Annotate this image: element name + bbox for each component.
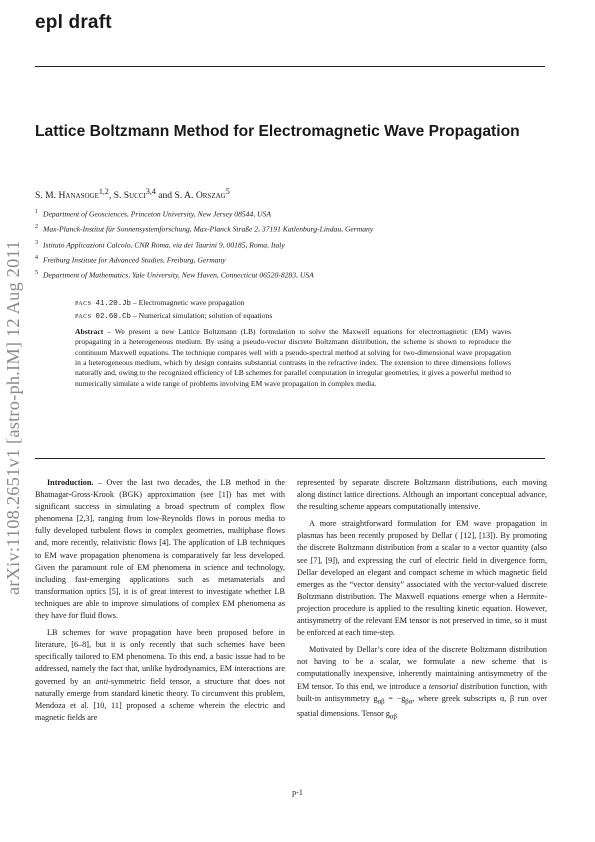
paragraph: Motivated by Dellar’s core idea of the discrete Boltzmann distribution not having to be a scalar, we formulate a new scheme that is computationally inexpensive, inherently maintaining antisymmetry of the EM tensor. To this end, we introduce a tensorial distribution function, with built-in antisymmetry $g_{\alpha\beta} = -g_{\beta\alpha}$, where greek subscripts α, β run over spatial dimensions. Tensor $g_{\alpha\beta}$ xyxy=(297,645,547,721)
page-number: p-1 xyxy=(292,788,303,797)
pacs-entry: PACS 02.60.Cb – Numerical simulation; solution of equations xyxy=(75,311,273,321)
paragraph: represented by separate discrete Boltzmann distributions, each moving along distinct lattice directions. Although an important conceptual advance, the resulting scheme appears computationally intensive. xyxy=(297,478,547,512)
paragraph: Introduction. – Over the last two decades, the LB method in the Bhatnagar-Gross-Krook (BGK) approximation (see [1]) has met with significant success in simulating a broad spectrum of complex flow phenomena [2,3], ranging from low-Reynolds flows in porous media to fully developed turbulent flows in complex geometries, multiphase flows and, more recently, relativistic flows [4]. The application of LB techniques to EM wave propagation phenomena is comparatively far less developed. Given the paramount role of EM phenomena in science and technology, including fast-emerging applications such as metamaterials and transformation optics [5], it is of great interest to investigate whether LB techniques are able to improve simulations of complex EM phenomena as they have for fluid flows. xyxy=(35,478,286,621)
affiliation-list xyxy=(35,206,555,283)
affiliation: $^1$ Department of Geosciences, Princeton University, New Jersey 08544, USA xyxy=(35,209,271,219)
section-heading: Introduction. xyxy=(47,478,94,487)
abstract: Abstract – We present a new Lattice Boltzmann (LB) formulation to solve the Maxwell equations for electromagnetic (EM) waves propagating in a heterogeneous medium. By using a pseudo-vector discrete Boltzmann distribution, the scheme is shown to reproduce the continuum Maxwell equations. The technique compares well with a pseudo-spectral method at solving for two-dimensional wave propagation in a heterogeneous medium, which by design contains substantial contrasts in the refractive index. The extension to three dimensions follows naturally and, owing to the recognized efficiency of LB schemes for parallel computation in irregular geometries, it gives a powerful method to numerically simulate a wide range of problems involving EM wave propagation in complex media. xyxy=(75,327,511,388)
affiliation: $^3$ Istituto Applicazioni Calcolo, CNR Roma, via dei Taurini 9, 00185, Roma, Italy xyxy=(35,239,285,250)
abstract-text: We present a new Lattice Boltzmann (LB) formulation to solve the Maxwell equations for electromagnetic (EM) waves propagating in a heterogeneous medium. By using a pseudo-vector discrete Boltzmann distribution, the scheme is shown to reproduce the continuum Maxwell equations. The technique compares well with a pseudo-spectral method at solving for two-dimensional wave propagation in a heterogeneous medium, which by design contains substantial contrasts in the refractive index. The extension to three dimensions follows naturally and, owing to the recognized efficiency of LB schemes for parallel computation in irregular geometries, it gives a powerful method to numerically simulate a wide range of problems involving EM wave propagation in complex media. xyxy=(75,327,511,388)
abstract-label: Abstract xyxy=(75,327,104,336)
affiliation: $^2$ Max-Planck-Institut für Sonnensystemforschung, Max-Planck Straße 2, 37191 Katlenburg-Lindau, Germany xyxy=(35,224,374,234)
header-rule xyxy=(35,66,545,67)
affiliation: $^5$ Department of Mathematics, Yale University, New Haven, Connecticut 06520-8283, USA xyxy=(35,270,314,280)
journal-header: epl draft xyxy=(35,12,112,33)
arxiv-stamp: arXiv:1108.2651v1 [astro-ph.IM] 12 Aug 2011 xyxy=(3,240,23,595)
author: S. A. Orszag$^5$ xyxy=(174,187,230,202)
author-list xyxy=(35,187,230,201)
body-column-right xyxy=(297,477,547,724)
affiliation: $^4$ Freiburg Institute for Advanced Studies, Freiburg, Germany xyxy=(35,254,226,265)
paper-title: Lattice Boltzmann Method for Electromagnetic Wave Propagation xyxy=(35,123,520,140)
paragraph: A more straightforward formulation for EM wave propagation in plasmas has been recently proposed by Dellar ( [12], [13]). By promoting the discrete Boltzmann distribution from a scalar to a vector quantity (also see [7], [9]), and expressing the curl of electric field in divergence form, Dellar developed an elegant and compact scheme in which magnetic field emerges as the “vector density” associated with the vector-valued discrete Boltzmann distribution. The Maxwell equations emerge when a Hermite-projection procedure is applied to the resulting kinetic equation. However, antisymmetry of the relevant EM tensor is not preserved in time, so it must be enforced at each time-step. xyxy=(297,519,547,638)
author: S. M. Hanasoge$^{1,2}$, xyxy=(35,187,114,202)
pacs-entry: PACS 41.20.Jb – Electromagnetic wave propagation xyxy=(75,298,245,308)
pacs-codes xyxy=(75,297,272,323)
abstract-rule xyxy=(35,458,545,459)
body-column-left xyxy=(35,477,285,724)
author: S. Succi$^{3,4}$ and xyxy=(113,187,175,202)
paragraph: LB schemes for wave propagation have been proposed before in literature, [6–8], but it is only recently that such schemes have been specifically tailored to EM phenomena. To this end, a basic issue had to be addressed, namely the fact that, unlike hydrodynamics, EM interactions are governed by an anti-symmetric field tensor, a structure that does not naturally emerge from standard kinetic theory. To circumvent this problem, Mendoza et al. [10, 11] proposed a scheme wherein the electric and magnetic fields are xyxy=(35,628,286,722)
